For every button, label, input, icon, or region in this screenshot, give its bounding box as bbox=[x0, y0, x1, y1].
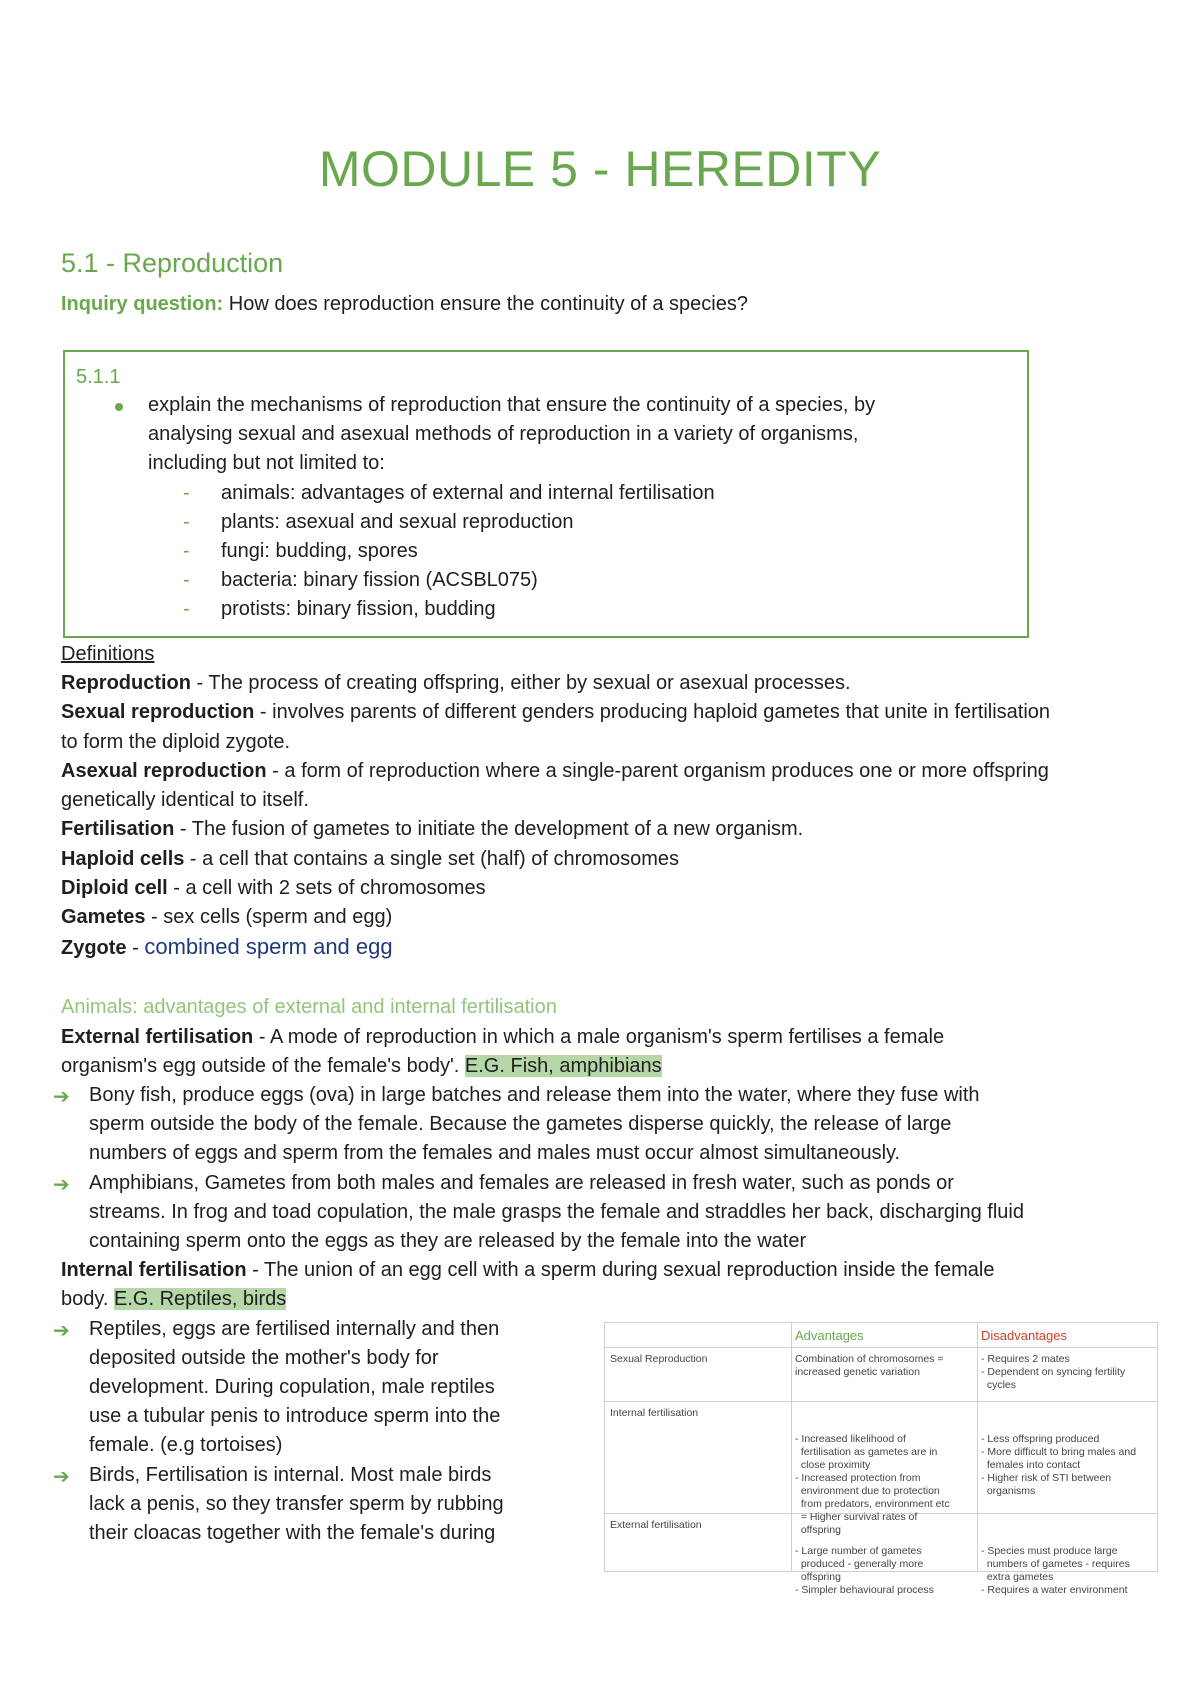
example-highlight: E.G. Reptiles, birds bbox=[114, 1288, 287, 1310]
section-heading: 5.1 - Reproduction bbox=[61, 248, 284, 278]
syllabus-code: 5.1.1 bbox=[76, 366, 121, 388]
table-rule bbox=[977, 1323, 978, 1571]
syllabus-line: analysing sexual and asexual methods of reproduction in a variety of organisms, bbox=[148, 423, 859, 445]
arrow-bullet-icon: ➔ bbox=[53, 1174, 70, 1196]
subsection-heading: Animals: advantages of external and internal fertilisation bbox=[61, 996, 557, 1018]
internal-definition: Internal fertilisation - The union of an egg cell with a sperm during sexual reproduction inside the female bbox=[61, 1259, 995, 1281]
comparison-table bbox=[604, 1322, 1158, 1596]
example-highlight: E.G. Fish, amphibians bbox=[464, 1055, 662, 1077]
table-cell: - Requires 2 mates - Dependent on syncing fertility cycles bbox=[981, 1353, 1126, 1391]
bullet-line: Birds, Fertilisation is internal. Most male birds bbox=[89, 1464, 492, 1486]
definition-line: Diploid cell - a cell with 2 sets of chromosomes bbox=[61, 877, 486, 899]
external-definition-cont: organism's egg outside of the female's body'. E.G. Fish, amphibians bbox=[61, 1055, 662, 1077]
external-definition: External fertilisation - A mode of reproduction in which a male organism's sperm fertilises a female bbox=[61, 1026, 945, 1048]
definition-line: to form the diploid zygote. bbox=[61, 731, 291, 753]
syllabus-subitem: plants: asexual and sexual reproduction bbox=[221, 511, 574, 533]
definition-line: Haploid cells - a cell that contains a single set (half) of chromosomes bbox=[61, 848, 680, 870]
definition-line: genetically identical to itself. bbox=[61, 789, 309, 811]
table-header-advantages: Advantages bbox=[795, 1328, 864, 1343]
page-title: MODULE 5 - HEREDITY bbox=[318, 141, 882, 197]
bullet-line: use a tubular penis to introduce sperm into the bbox=[89, 1405, 501, 1427]
bullet-line: female. (e.g tortoises) bbox=[89, 1434, 283, 1456]
definition-line: Asexual reproduction - a form of reproduction where a single-parent organism produces one or more offspring bbox=[61, 760, 1049, 782]
bullet-line: sperm outside the body of the female. Because the gametes disperse quickly, the release of large bbox=[89, 1113, 952, 1135]
syllabus-line: including but not limited to: bbox=[148, 452, 385, 474]
table-cell: - Less offspring produced - More difficult to bring males and females into contact - Higher risk of STI between organisms bbox=[981, 1433, 1137, 1497]
dash-icon: - bbox=[183, 540, 190, 562]
syllabus-subitem: animals: advantages of external and internal fertilisation bbox=[221, 482, 715, 504]
bullet-dot-icon bbox=[115, 403, 123, 411]
inquiry-text: How does reproduction ensure the continuity of a species? bbox=[223, 293, 748, 315]
table-cell: Combination of chromosomes = increased genetic variation bbox=[795, 1353, 944, 1378]
syllabus-subitem: bacteria: binary fission (ACSBL075) bbox=[221, 569, 538, 591]
bullet-line: deposited outside the mother's body for bbox=[89, 1347, 439, 1369]
table-cell: - Large number of gametes produced - generally more offspring - Simpler behavioural process bbox=[795, 1545, 934, 1596]
dash-icon: - bbox=[183, 569, 190, 591]
table-rule bbox=[791, 1323, 792, 1571]
definition-line: Gametes - sex cells (sperm and egg) bbox=[61, 906, 393, 928]
inquiry-label: Inquiry question: bbox=[61, 293, 224, 315]
bullet-line: streams. In frog and toad copulation, the male grasps the female and straddles her back, discharging fluid bbox=[89, 1201, 1024, 1223]
bullet-line: Reptiles, eggs are fertilised internally and then bbox=[89, 1318, 500, 1340]
bullet-line: containing sperm onto the eggs as they are released by the female into the water bbox=[89, 1230, 807, 1252]
table-row-label: Internal fertilisation bbox=[610, 1407, 699, 1419]
table-rule bbox=[605, 1347, 1157, 1348]
bullet-line: numbers of eggs and sperm from the females and males must occur almost simultaneously. bbox=[89, 1142, 901, 1164]
table-cell: - Increased likelihood of fertilisation as gametes are in close proximity - Increased protection from environment due to protection from predators, environment etc = Higher survival rates of offspring bbox=[795, 1433, 950, 1536]
syllabus-subitem: protists: binary fission, budding bbox=[221, 598, 496, 620]
arrow-bullet-icon: ➔ bbox=[53, 1086, 70, 1108]
bullet-line: Amphibians, Gametes from both males and females are released in fresh water, such as ponds or bbox=[89, 1172, 954, 1194]
definition-line: Reproduction - The process of creating offspring, either by sexual or asexual processes. bbox=[61, 672, 851, 694]
dash-icon: - bbox=[183, 511, 190, 533]
definition-line: Zygote - combined sperm and egg bbox=[61, 934, 393, 959]
bullet-line: their cloacas together with the female's during bbox=[89, 1522, 496, 1544]
bullet-line: lack a penis, so they transfer sperm by rubbing bbox=[89, 1493, 504, 1515]
inquiry-question bbox=[61, 293, 748, 316]
bullet-line: Bony fish, produce eggs (ova) in large batches and release them into the water, where they fuse with bbox=[89, 1084, 980, 1106]
definition-line: Fertilisation - The fusion of gametes to initiate the development of a new organism. bbox=[61, 818, 804, 840]
table-header-disadvantages: Disadvantages bbox=[981, 1328, 1067, 1343]
syllabus-subitem: fungi: budding, spores bbox=[221, 540, 418, 562]
table-cell: - Species must produce large numbers of gametes - requires extra gametes - Requires a water environment bbox=[981, 1545, 1130, 1596]
internal-definition-cont: body. E.G. Reptiles, birds bbox=[61, 1288, 287, 1310]
table-rule bbox=[605, 1401, 1157, 1402]
bullet-line: development. During copulation, male reptiles bbox=[89, 1376, 495, 1398]
arrow-bullet-icon: ➔ bbox=[53, 1320, 70, 1342]
definitions-heading: Definitions bbox=[61, 643, 155, 665]
definition-line: Sexual reproduction - involves parents of different genders producing haploid gametes that unite in fertilisation bbox=[61, 701, 1051, 723]
table-row-label: External fertilisation bbox=[610, 1519, 702, 1531]
table-row-label: Sexual Reproduction bbox=[610, 1353, 708, 1365]
syllabus-line: explain the mechanisms of reproduction that ensure the continuity of a species, by bbox=[148, 394, 876, 416]
arrow-bullet-icon: ➔ bbox=[53, 1466, 70, 1488]
dash-icon: - bbox=[183, 598, 190, 620]
dash-icon: - bbox=[183, 482, 190, 504]
syllabus-box bbox=[63, 350, 1029, 638]
